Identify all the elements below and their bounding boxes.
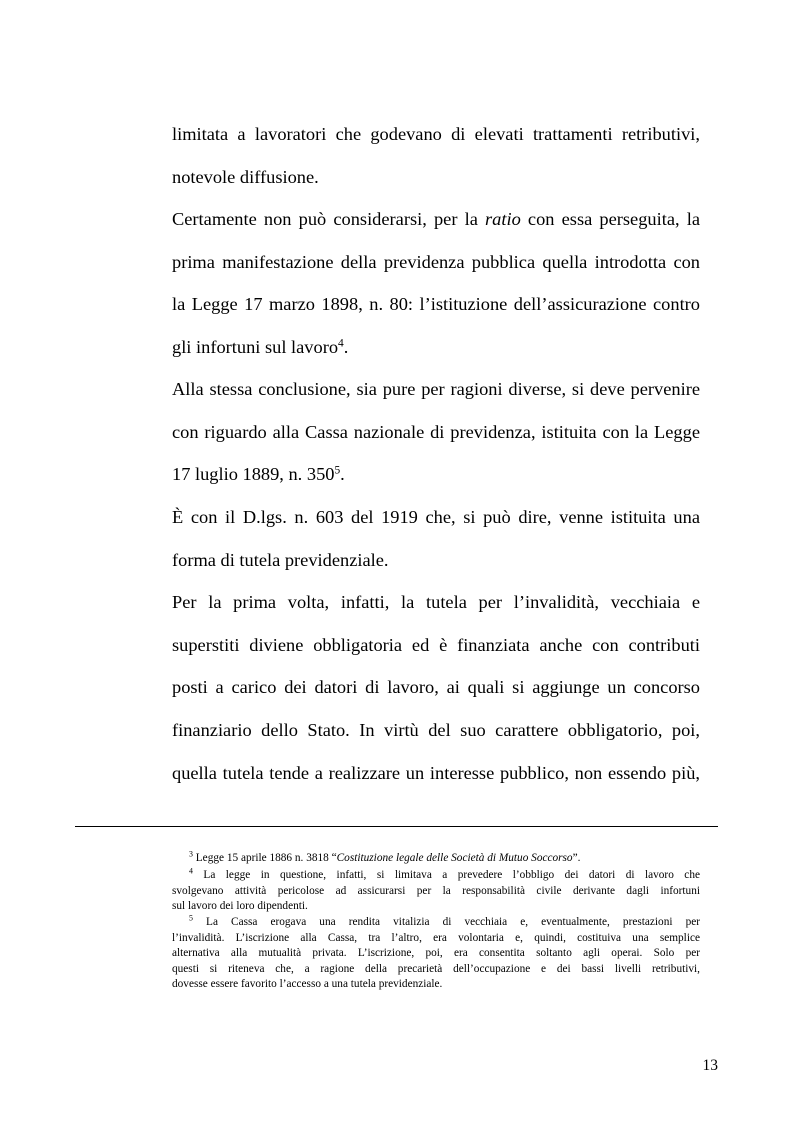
footnote-5-line-4: questi si riteneva che, a ragione della precarietà dell’occupazione e dei bassi livelli retributivi, (172, 963, 700, 975)
footnote-5-line-1 (189, 913, 700, 929)
body-line-15: finanziario dello Stato. In virtù del suo carattere obbligatorio, poi, (172, 720, 700, 740)
body-line-6-text: gli infortuni sul lavoro (172, 337, 339, 357)
body-line-6 (172, 336, 700, 358)
body-line-1: limitata a lavoratori che godevano di elevati trattamenti retributivi, (172, 124, 700, 144)
body-line-14: posti a carico dei datori di lavoro, ai quali si aggiunge un concorso (172, 677, 700, 697)
body-line-12: Per la prima volta, infatti, la tutela per l’invalidità, vecchiaia e (172, 592, 700, 612)
page-number: 13 (702, 1057, 718, 1074)
footnote-3 (189, 849, 700, 865)
footnote-5-line-3: alternativa alla mutualità privata. L’iscrizione, poi, era consentita soltanto agli operai. Solo per (172, 947, 700, 959)
body-line-10: È con il D.lgs. n. 603 del 1919 che, si può dire, venne istituita una (172, 507, 700, 527)
footnote-5-text: La Cassa erogava una rendita vitalizia di vecchiaia e, eventualmente, prestazioni per (192, 916, 700, 928)
body-line-3-end: con essa perseguita, la (520, 209, 700, 229)
body-line-3 (172, 208, 700, 230)
footnote-3-title: Costituzione legale delle Società di Mutuo Soccorso (336, 852, 573, 864)
body-line-8: con riguardo alla Cassa nazionale di previdenza, istituita con la Legge (172, 422, 700, 442)
footnote-ref-4[interactable]: 4 (338, 337, 344, 350)
body-line-2: notevole diffusione. (172, 167, 319, 187)
body-line-5: la Legge 17 marzo 1898, n. 80: l’istituzione dell’assicurazione contro (172, 294, 700, 314)
footnote-3-text: Legge 15 aprile 1886 n. 3818 “ (192, 852, 337, 864)
body-line-13: superstiti diviene obbligatoria ed è finanziata anche con contributi (172, 635, 700, 655)
ratio-italic: ratio (485, 209, 521, 229)
footnote-3-text-end: ”. (572, 852, 581, 864)
body-line-9-text: 17 luglio 1889, n. 350 (172, 464, 335, 484)
body-line-9-end: . (340, 464, 345, 484)
body-line-6-end: . (343, 337, 349, 357)
body-line-9 (172, 463, 700, 485)
body-line-11: forma di tutela previdenziale. (172, 550, 389, 570)
footnote-ref-5[interactable]: 5 (334, 464, 341, 477)
footnote-4-text: La legge in questione, infatti, si limitava a prevedere l’obbligo dei datori di lavoro che (192, 869, 700, 881)
body-line-16: quella tutela tende a realizzare un interesse pubblico, non essendo più, (172, 763, 700, 783)
footnote-5-line-5: dovesse essere favorito l’accesso a una tutela previdenziale. (172, 978, 443, 990)
body-line-7: Alla stessa conclusione, sia pure per ragioni diverse, si deve pervenire (172, 379, 700, 399)
footnote-separator (75, 826, 718, 827)
footnote-4-mark: 4 (189, 866, 193, 876)
footnote-4-line-1 (189, 866, 700, 882)
body-line-3-start: Certamente non può considerarsi, per la (172, 209, 485, 229)
footnote-4-line-2: svolgevano attività pericolose ad assicurarsi per la responsabilità civile derivante dagli infortuni (172, 885, 700, 897)
body-line-4: prima manifestazione della previdenza pubblica quella introdotta con (172, 252, 700, 272)
footnote-5-line-2: l’invalidità. L’iscrizione alla Cassa, tra l’altro, era volontaria e, quindi, costituiva una semplice (172, 932, 700, 944)
footnote-4-line-3: sul lavoro dei loro dipendenti. (172, 900, 308, 912)
footnote-3-mark: 3 (189, 849, 193, 859)
footnote-5-mark: 5 (189, 913, 193, 923)
